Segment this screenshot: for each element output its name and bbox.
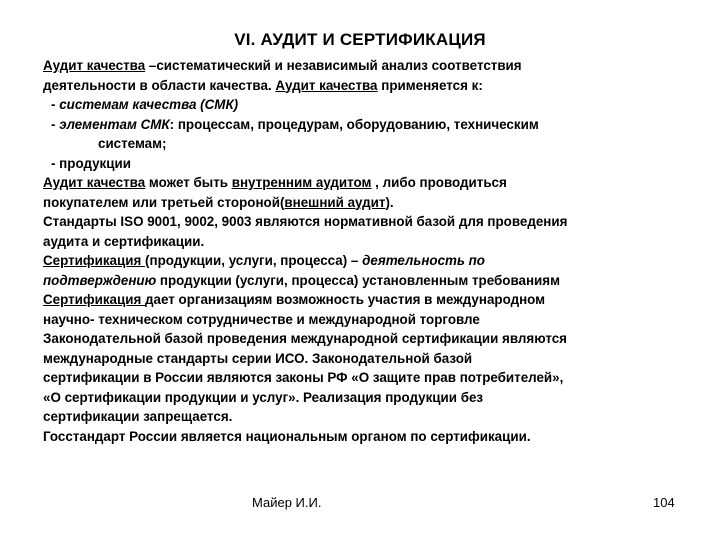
- body-line: [43, 251, 703, 271]
- text-run: - продукции: [51, 155, 131, 171]
- body-line: [43, 271, 703, 291]
- page-number: 104: [653, 495, 675, 510]
- text-run-italic: элементам СМК: [59, 116, 170, 132]
- text-run: системам;: [98, 136, 167, 151]
- text-run: деятельности в области качества.: [43, 77, 276, 93]
- text-run: международные стандарты серии ИСО. Законодательной базой: [43, 350, 473, 366]
- body-line: [43, 76, 703, 96]
- term-audit-quality: Аудит качества: [275, 77, 378, 93]
- text-run-italic: подтверждению: [43, 272, 157, 288]
- body-line: [43, 212, 703, 232]
- term-audit-quality: Аудит качества: [43, 58, 146, 73]
- text-run: научно- техническом сотрудничестве и международной торговле: [43, 311, 480, 327]
- body-line: [43, 388, 703, 408]
- body-line: [43, 193, 703, 213]
- text-run: –систематический и независимый анализ соответствия: [145, 58, 522, 73]
- list-item-continuation: [43, 134, 703, 154]
- text-run: аудита и сертификации.: [43, 233, 205, 249]
- body-line: [43, 56, 703, 76]
- text-run: сертификации в России являются законы РФ «О защите прав потребителей»,: [43, 370, 564, 385]
- slide-title: VI. АУДИТ И СЕРТИФИКАЦИЯ: [234, 30, 486, 49]
- term-internal-audit: внутренним аудитом: [231, 175, 372, 190]
- term-certification: Сертификация: [43, 292, 146, 307]
- body-line: [43, 232, 703, 252]
- text-run: ).: [385, 194, 394, 210]
- list-item: [43, 115, 703, 135]
- text-run: Законодательной базой проведения международной сертификации являются: [43, 331, 567, 346]
- term-certification: Сертификация: [43, 253, 146, 268]
- text-run: покупателем или третьей стороной(: [43, 194, 285, 210]
- bullet-dash: -: [51, 97, 60, 112]
- text-run: Стандарты ISO 9001, 9002, 9003 являются нормативной базой для проведения: [43, 214, 568, 229]
- text-run: продукции (услуги, процесса) установленным требованиям: [156, 272, 560, 288]
- text-run-italic: системам качества (СМК): [59, 97, 239, 112]
- text-run: , либо проводиться: [371, 175, 507, 190]
- body-line: [43, 407, 703, 427]
- body-line: [43, 173, 703, 193]
- text-run: может быть: [145, 175, 232, 190]
- text-run: применяется к:: [377, 77, 483, 93]
- body-line: [43, 329, 703, 349]
- text-run: : процессам, процедурам, оборудованию, техническим: [169, 116, 539, 132]
- body-line: [43, 368, 703, 388]
- body-line: [43, 349, 703, 369]
- list-item: [43, 95, 703, 115]
- term-external-audit: внешний аудит: [284, 194, 386, 210]
- text-run-italic: деятельность по: [362, 253, 485, 268]
- body-line: [43, 290, 703, 310]
- list-item: [43, 154, 703, 174]
- text-run: дает организациям возможность участия в международном: [145, 292, 546, 307]
- body-line: [43, 427, 703, 447]
- text-run: Госстандарт России является национальным органом по сертификации.: [43, 428, 531, 444]
- bullet-dash: -: [51, 116, 60, 132]
- term-audit-quality: Аудит качества: [43, 175, 146, 190]
- text-run: «О сертификации продукции и услуг». Реализация продукции без: [43, 389, 484, 405]
- text-run: (продукции, услуги, процесса) –: [145, 253, 363, 268]
- body-line: [43, 310, 703, 330]
- text-run: сертификации запрещается.: [43, 409, 233, 424]
- slide-body: [43, 56, 703, 446]
- footer-author: Майер И.И.: [252, 495, 322, 510]
